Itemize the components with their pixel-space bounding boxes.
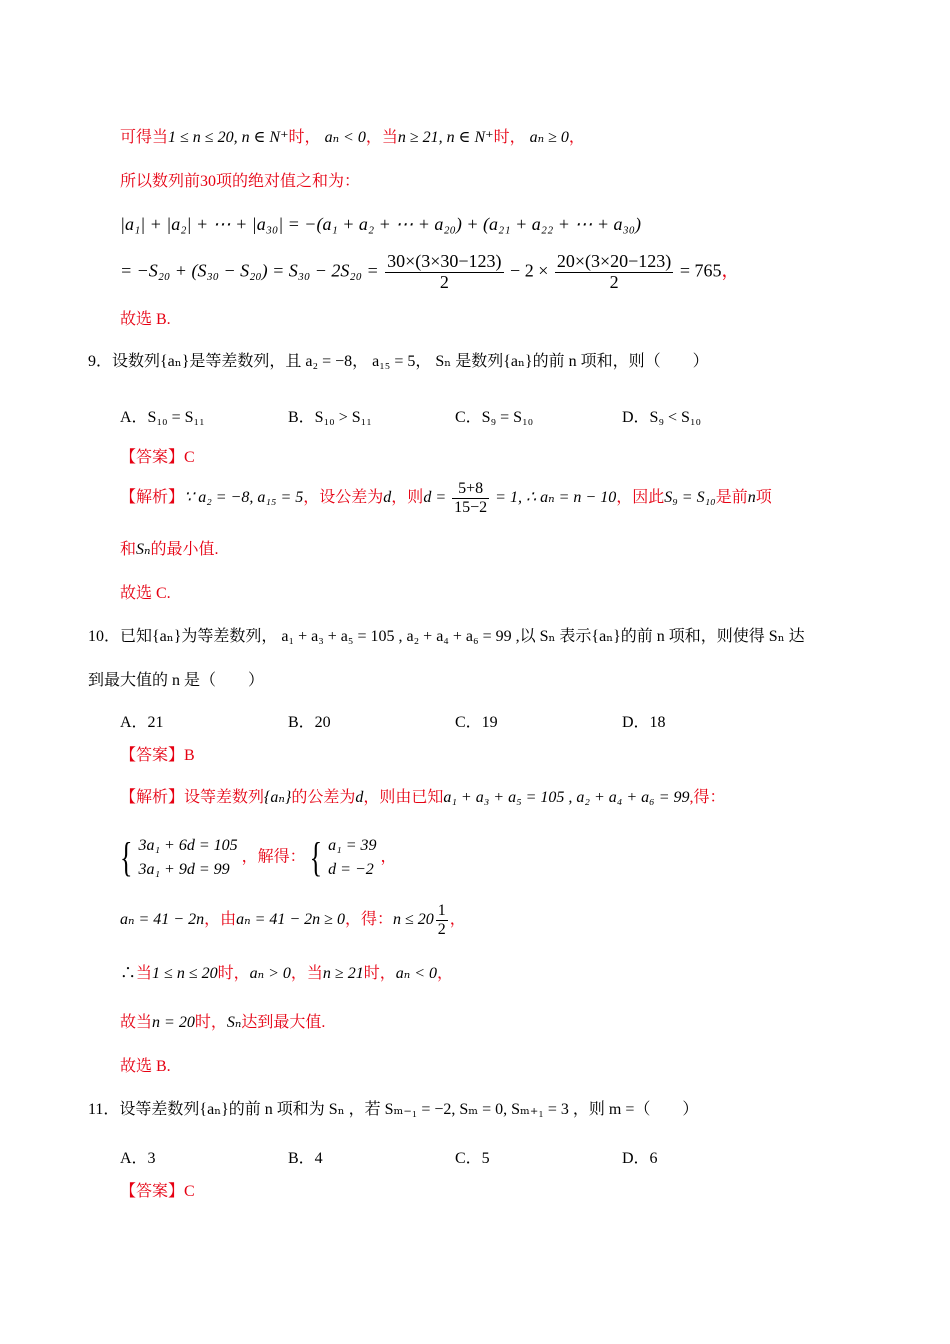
math: S₉ = S₁₀ (664, 488, 716, 506)
label: 【解析】 (120, 789, 185, 806)
text: 时， (217, 965, 250, 982)
q11-option-c: C．5 (455, 1150, 490, 1167)
math: d (355, 789, 364, 806)
q10-stem-line2: 到最大值的 n 是（ ） (88, 672, 265, 689)
math: aₙ ≥ 0 (529, 129, 569, 146)
math: ∴ (120, 965, 137, 982)
fraction-1 (385, 252, 503, 293)
q11-option-d: D．6 (622, 1150, 658, 1167)
math: Sₙ (136, 541, 151, 558)
q11-answer: 【答案】C (120, 1183, 195, 1200)
q8-conclusion: 故选 B. (120, 311, 171, 328)
text: 时， (493, 129, 526, 146)
q10-conclusion: 故选 B. (120, 1058, 171, 1075)
q10-stem-line1: 10．已知{aₙ}为等差数列， a₁ + a₃ + a₅ = 105 , a₂ + a₄ + a₆ = 99 ,以 Sₙ 表示{aₙ}的前 n 项和，则使得 Sₙ 达 (88, 628, 805, 645)
text: ， (449, 910, 466, 928)
math: {aₙ} (264, 789, 292, 806)
numerator: 1 (437, 902, 446, 919)
math: aₙ = 41 − 2n (120, 910, 205, 928)
q10-option-c: C．19 (455, 714, 498, 731)
q9-option-a: A．S₁₀ = S₁₁ (120, 409, 205, 426)
q10-explanation-line4 (120, 964, 453, 983)
math: Sₙ (226, 1014, 242, 1031)
math: n ≥ 21, n ∈ N⁺ (397, 129, 494, 146)
text: ,得： (689, 789, 726, 806)
text: ，得： (344, 910, 393, 928)
math: n ≥ 21 (322, 965, 364, 982)
math: = −S₂₀ + (S₃₀ − S₂₀) = S₃₀ − 2S₂₀ = (120, 260, 379, 281)
denominator: 15−2 (454, 498, 488, 516)
numerator: 30×(3×30−123) (387, 251, 502, 271)
math: = 765 (679, 260, 722, 281)
equation: a₁ = 39 (328, 837, 377, 854)
denominator: 2 (437, 920, 446, 938)
q9-stem: 9．设数列{aₙ}是等差数列，且 a₂ = −8， a₁₅ = 5， Sₙ 是数列{aₙ}的前 n 项和，则（ ） (88, 353, 709, 370)
math: = 1, ∴ aₙ = n − 10 (495, 488, 617, 506)
q9-explanation-line1 (120, 480, 772, 516)
math: aₙ < 0 (395, 965, 437, 982)
math: n (747, 488, 756, 506)
text: ，则 (391, 488, 424, 506)
math: d (383, 488, 392, 506)
left-brace-icon: { (120, 834, 133, 882)
q11-stem: 11．设等差数列{aₙ}的前 n 项和为 Sₙ ，若 Sₘ₋₁ = −2, Sₘ = 0, Sₘ₊₁ = 3 ，则 m =（ ） (88, 1101, 699, 1118)
q9-option-d: D．S₉ < S₁₀ (622, 409, 702, 426)
text: 的最小值. (150, 541, 219, 558)
math: 1 ≤ n ≤ 20 (152, 965, 218, 982)
text: ，因此 (616, 488, 665, 506)
q11-option-a: A．3 (120, 1150, 156, 1167)
q10-option-d: D．18 (622, 714, 666, 731)
q8-sum-intro: 所以数列前30项的绝对值之和为： (120, 173, 361, 190)
system-2 (328, 834, 376, 882)
text: 当 (136, 965, 153, 982)
text: 达到最大值. (241, 1014, 326, 1031)
text: 项 (755, 488, 772, 506)
denominator: 2 (609, 271, 619, 292)
text: 和 (120, 541, 137, 558)
numerator: 20×(3×20−123) (556, 251, 672, 271)
text: 的公差为 (291, 789, 356, 806)
q8-condition-line (120, 128, 585, 147)
equation: d = −2 (328, 861, 374, 878)
text: ，由 (204, 910, 237, 928)
math: aₙ > 0 (249, 965, 291, 982)
q10-answer: 【答案】B (120, 747, 195, 764)
text: ， (380, 848, 397, 866)
text: ， (568, 129, 585, 146)
text: 时， (194, 1014, 227, 1031)
text: 是前 (715, 488, 748, 506)
math: − 2 × (510, 260, 549, 281)
q9-explanation-line2 (120, 540, 219, 559)
text: 故当 (120, 1014, 153, 1031)
q10-option-a: A．21 (120, 714, 164, 731)
math: 1 ≤ n ≤ 20, n ∈ N⁺ (168, 129, 289, 146)
math: aₙ < 0 (324, 129, 366, 146)
fraction (452, 480, 489, 516)
q8-sum-computation (120, 252, 739, 293)
left-brace-icon: { (309, 834, 323, 882)
equation: 3a₁ + 6d = 105 (138, 837, 238, 854)
math: n ≤ 20 (392, 910, 434, 928)
label: 【解析】 (120, 488, 185, 506)
text: 设等差数列 (184, 789, 265, 806)
text: 时， (363, 965, 396, 982)
text: ，设公差为 (303, 488, 384, 506)
q9-option-b: B．S₁₀ > S₁₁ (288, 409, 372, 426)
q10-equation-systems (120, 834, 397, 882)
q8-abs-sum-formula: |a₁| + |a₂| + ⋯ + |a₃₀| = −(a₁ + a₂ + ⋯ + a₂₀) + (a₂₁ + a₂₂ + ⋯ + a₃₀) (120, 214, 642, 234)
q9-conclusion: 故选 C. (120, 585, 171, 602)
fraction-2 (555, 252, 673, 293)
q9-option-c: C．S₉ = S₁₀ (455, 409, 534, 426)
q9-answer: 【答案】C (120, 449, 195, 466)
math: n = 20 (152, 1014, 195, 1031)
q10-explanation-line1 (120, 788, 726, 807)
numerator: 5+8 (452, 480, 489, 499)
text: ， (721, 260, 740, 281)
equation: 3a₁ + 9d = 99 (138, 861, 230, 878)
system-1 (138, 834, 237, 882)
math: ∵ a₂ = −8, a₁₅ = 5 (184, 488, 304, 506)
q10-explanation-line3 (120, 902, 466, 938)
q10-explanation-line5 (120, 1013, 325, 1032)
text: ，当 (365, 129, 398, 146)
text: ，当 (290, 965, 323, 982)
q11-option-b: B．4 (288, 1150, 323, 1167)
text: ，则由已知 (363, 789, 444, 806)
q10-option-b: B．20 (288, 714, 331, 731)
text: 时， (288, 129, 321, 146)
text: 可得当 (120, 129, 169, 146)
math: aₙ = 41 − 2n ≥ 0 (236, 910, 345, 928)
math: a₁ + a₃ + a₅ = 105 , a₂ + a₄ + a₆ = 99 (443, 789, 690, 806)
text: ，解得： (241, 848, 306, 866)
text: ， (436, 965, 453, 982)
math: d = (423, 488, 447, 506)
denominator: 2 (439, 271, 449, 292)
fraction (436, 902, 448, 938)
